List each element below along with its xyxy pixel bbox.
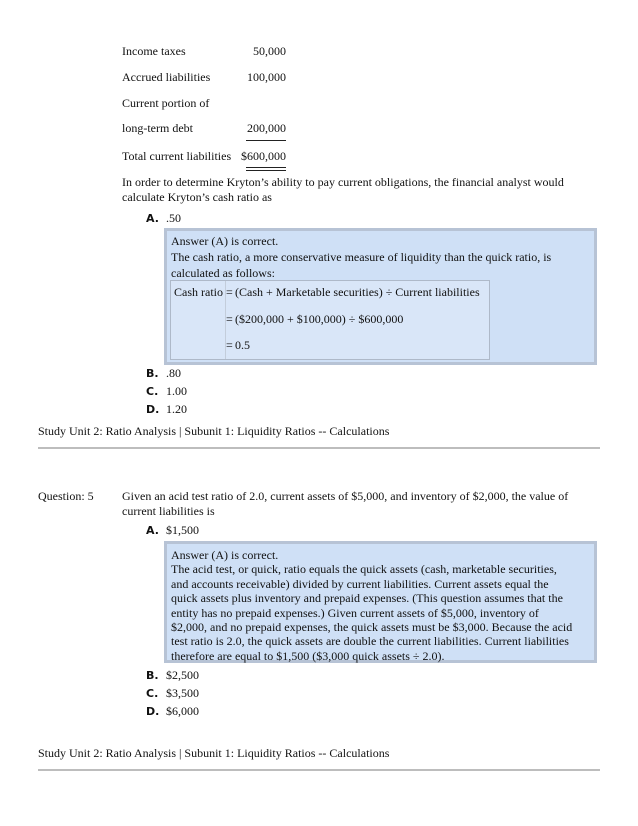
q4-answer-box <box>164 228 597 365</box>
choice-text: $2,500 <box>166 668 199 682</box>
answer-text-line: The acid test, or quick, ratio equals the quick assets (cash, marketable securities, <box>171 562 557 577</box>
q5-stem-line: current liabilities is <box>122 504 215 518</box>
choice-text: $1,500 <box>166 523 199 537</box>
cash-ratio-formula-table <box>170 280 490 360</box>
choice-letter: C. <box>146 385 159 398</box>
choice-letter: A. <box>146 212 159 225</box>
liability-row <box>122 121 292 137</box>
formula-equals: = <box>226 285 233 299</box>
liability-amount: 200,000 <box>247 121 286 135</box>
answer-text-line: therefore are equal to $1,500 ($3,000 quick assets ÷ 2.0). <box>171 648 445 663</box>
choice-text: 1.00 <box>166 384 187 398</box>
q4-choice-c[interactable] <box>146 384 187 400</box>
liability-label: Current portion of <box>122 96 210 110</box>
answer-text-line: $2,000, and no prepaid expenses, the quick assets must be $3,000. Because the acid <box>171 620 573 635</box>
q5-label: Question: 5 <box>38 489 94 503</box>
liability-amount: 50,000 <box>253 44 286 58</box>
choice-text: .50 <box>166 211 181 225</box>
liability-label: Accrued liabilities <box>122 70 211 84</box>
answer-text-line: test ratio is 2.0, the quick assets are double the current liabilities. Current liabilities <box>171 634 569 649</box>
formula-equals: = <box>226 338 233 352</box>
subtotal-underline <box>246 140 286 141</box>
q5-choice-b[interactable] <box>146 668 199 684</box>
liability-label: long-term debt <box>122 121 193 135</box>
total-liabilities-amount: $600,000 <box>241 149 286 163</box>
q5-choice-a[interactable] <box>146 523 199 539</box>
answer-text-line: and accounts receivable) divided by current liabilities. Current assets equal the <box>171 576 549 591</box>
formula-label: Cash ratio <box>174 285 223 299</box>
q5-choice-c[interactable] <box>146 686 199 702</box>
formula-line: (Cash + Marketable securities) ÷ Current liabilities <box>235 285 480 299</box>
liability-row <box>122 70 292 86</box>
q5-stem-line: Given an acid test ratio of 2.0, current assets of $5,000, and inventory of $2,000, the value of <box>122 489 569 503</box>
q4-stem-line: calculate Kryton’s cash ratio as <box>122 190 272 204</box>
q5-choice-d[interactable] <box>146 704 199 720</box>
choice-letter: B. <box>146 367 159 380</box>
q4-choice-b[interactable] <box>146 366 181 382</box>
total-liabilities-label: Total current liabilities <box>122 149 232 163</box>
answer-text-line: entity has no prepaid expenses.) Given current assets of $5,000, inventory of <box>171 605 539 620</box>
q4-stem-line: In order to determine Kryton’s ability to pay current obligations, the financial analyst would <box>122 175 564 189</box>
section-separator <box>38 447 600 449</box>
answer-text-line: calculated as follows: <box>171 266 275 280</box>
choice-letter: D. <box>146 403 160 416</box>
total-double-underline-top <box>246 167 286 168</box>
formula-line: 0.5 <box>235 338 250 352</box>
q4-choice-a[interactable] <box>146 211 181 227</box>
answer-correct-line: Answer (A) is correct. <box>171 234 279 248</box>
q5-study-unit-footer: Study Unit 2: Ratio Analysis | Subunit 1: Liquidity Ratios -- Calculations <box>38 746 390 760</box>
liability-amount: 100,000 <box>247 70 286 84</box>
q5-stem <box>122 489 602 519</box>
total-liabilities-row <box>122 149 292 165</box>
liability-row <box>122 96 292 112</box>
formula-equals: = <box>226 312 233 326</box>
liability-label: Income taxes <box>122 44 186 58</box>
q4-stem <box>122 175 602 205</box>
choice-text: .80 <box>166 366 181 380</box>
choice-letter: A. <box>146 524 159 537</box>
answer-text-line: quick assets plus inventory and prepaid expenses. (This question assumes that the <box>171 591 563 606</box>
q4-study-unit-footer: Study Unit 2: Ratio Analysis | Subunit 1: Liquidity Ratios -- Calculations <box>38 424 390 438</box>
answer-text-line: The cash ratio, a more conservative measure of liquidity than the quick ratio, is <box>171 250 552 264</box>
choice-text: $3,500 <box>166 686 199 700</box>
choice-text: $6,000 <box>166 704 199 718</box>
q4-choice-d[interactable] <box>146 402 187 418</box>
answer-correct-line: Answer (A) is correct. <box>171 548 279 562</box>
liability-row <box>122 44 292 60</box>
choice-letter: D. <box>146 705 160 718</box>
choice-letter: B. <box>146 669 159 682</box>
q5-answer-box <box>164 541 597 663</box>
formula-line: ($200,000 + $100,000) ÷ $600,000 <box>235 312 404 326</box>
choice-text: 1.20 <box>166 402 187 416</box>
formula-anchor <box>171 281 172 282</box>
total-double-underline-bottom <box>246 170 286 171</box>
section-separator <box>38 769 600 771</box>
choice-letter: C. <box>146 687 159 700</box>
